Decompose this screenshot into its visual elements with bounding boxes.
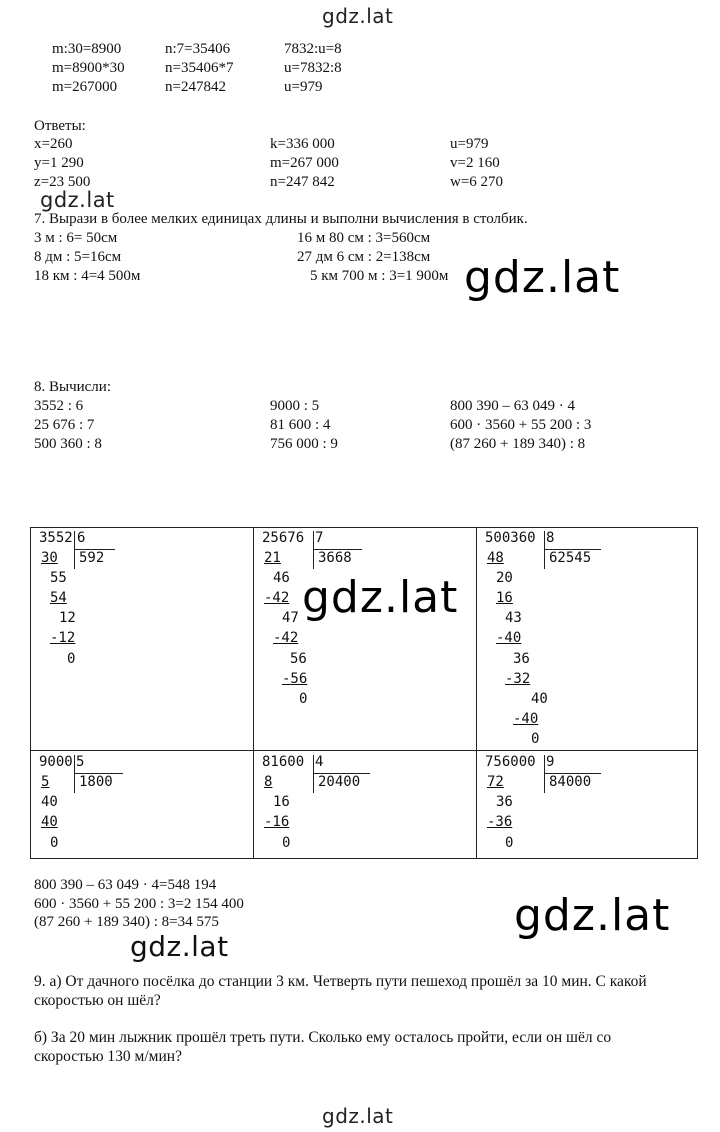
divisor: 4: [315, 754, 324, 770]
task8-r3-c3: (87 260 + 189 340) : 8: [450, 436, 586, 452]
eq-r1-c3: 7832:u=8: [284, 41, 342, 57]
task7-r2-c1: 8 дм : 5=16см: [34, 249, 122, 265]
answer-u: u=979: [450, 136, 489, 152]
divisor: 7: [315, 530, 324, 546]
step: 36: [513, 651, 530, 667]
answer-z: z=23 500: [34, 174, 91, 190]
task8-r3-c2: 756 000 : 9: [270, 436, 338, 452]
eq-r3-c2: n=247842: [165, 79, 226, 95]
step: 5: [41, 774, 50, 790]
dividend: 756000: [485, 754, 536, 770]
step: 46: [273, 570, 290, 586]
dividend: 500360: [485, 530, 536, 546]
answer-x: x=260: [34, 136, 73, 152]
quotient: 84000: [549, 774, 592, 790]
answers-title: Ответы:: [34, 118, 86, 134]
eq-r2-c3: u=7832:8: [284, 60, 342, 76]
grid-divider-v2: [476, 528, 477, 858]
watermark-bottom: gdz.lat: [322, 1104, 394, 1128]
task9-a: 9. а) От дачного посёлка до станции 3 км. Четверть пути пешеход прошёл за 10 мин. С какой: [34, 973, 647, 990]
task8-r2-c1: 25 676 : 7: [34, 417, 95, 433]
step: 55: [50, 570, 67, 586]
step: 40: [41, 814, 58, 830]
step: 43: [505, 610, 522, 626]
step: 72: [487, 774, 504, 790]
eq-r2-c1: m=8900*30: [52, 60, 125, 76]
step: 56: [290, 651, 307, 667]
step: 40: [531, 691, 548, 707]
division-bar: [544, 531, 545, 569]
task8-r2-c2: 81 600 : 4: [270, 417, 331, 433]
step: 8: [264, 774, 273, 790]
task9-b: б) За 20 мин лыжник прошёл треть пути. Сколько ему осталось пройти, если он шёл со: [34, 1029, 612, 1046]
step: 0: [67, 651, 76, 667]
step: 16: [496, 590, 513, 606]
result-2: 600 · 3560 + 55 200 : 3=2 154 400: [34, 896, 244, 912]
step: 12: [59, 610, 76, 626]
step: 0: [282, 835, 291, 851]
watermark-top: gdz.lat: [322, 4, 394, 28]
answer-y: y=1 290: [34, 155, 84, 171]
task7-r2-c2: 27 дм 6 см : 2=138см: [297, 249, 431, 265]
step: -40: [496, 630, 522, 646]
eq-r2-c2: n=35406*7: [165, 60, 234, 76]
quotient: 1800: [79, 774, 113, 790]
task8-r1-c1: 3552 : 6: [34, 398, 84, 414]
task7-r1-c2: 16 м 80 см : 3=560см: [297, 230, 431, 246]
answer-k: k=336 000: [270, 136, 335, 152]
dividend: 3552: [39, 530, 73, 546]
result-3: (87 260 + 189 340) : 8=34 575: [34, 914, 219, 930]
watermark-big2: gdz.lat: [302, 572, 459, 623]
division-bar: [544, 755, 545, 793]
watermark-big1: gdz.lat: [458, 252, 626, 303]
step: -32: [505, 671, 531, 687]
grid-divider-v1: [253, 528, 254, 858]
grid-divider-h: [31, 750, 697, 751]
task7-title: 7. Вырази в более мелких единицах длины и выполни вычисления в столбик.: [34, 211, 528, 227]
eq-r1-c2: n:7=35406: [165, 41, 231, 57]
task8-r1-c3: 800 390 – 63 049 · 4: [450, 398, 575, 414]
watermark-mid1: gdz.lat: [40, 188, 115, 212]
division-bar: [74, 755, 75, 793]
dividend: 81600: [262, 754, 305, 770]
step: 47: [282, 610, 299, 626]
task7-r3-c2: 5 км 700 м : 3=1 900м: [310, 268, 449, 284]
task8-r2-c3: 600 · 3560 + 55 200 : 3: [450, 417, 592, 433]
step: -42: [264, 590, 290, 606]
step: 0: [299, 691, 308, 707]
quotient: 20400: [318, 774, 361, 790]
step: 54: [50, 590, 67, 606]
step: -16: [264, 814, 290, 830]
eq-r3-c1: m=267000: [52, 79, 118, 95]
task7-r3-c1: 18 км : 4=4 500м: [34, 268, 141, 284]
division-bar: [313, 531, 314, 569]
step: 21: [264, 550, 281, 566]
quotient: 592: [79, 550, 105, 566]
step: 0: [531, 731, 540, 747]
division-bar: [74, 531, 75, 569]
answer-m: m=267 000: [270, 155, 339, 171]
step: 40: [41, 794, 58, 810]
task8-r1-c2: 9000 : 5: [270, 398, 320, 414]
divisor: 5: [76, 754, 85, 770]
result-1: 800 390 – 63 049 · 4=548 194: [34, 877, 217, 893]
quotient: 62545: [549, 550, 592, 566]
step: -42: [273, 630, 299, 646]
answer-n: n=247 842: [270, 174, 335, 190]
eq-r3-c3: u=979: [284, 79, 323, 95]
step: -36: [487, 814, 513, 830]
task8-title: 8. Вычисли:: [34, 379, 111, 395]
step: 0: [50, 835, 59, 851]
eq-r1-c1: m:30=8900: [52, 41, 122, 57]
watermark-mid2: gdz.lat: [130, 930, 229, 963]
step: 16: [273, 794, 290, 810]
step: -40: [513, 711, 539, 727]
step: 36: [496, 794, 513, 810]
answer-v: v=2 160: [450, 155, 500, 171]
task9-b-cont: скоростью 130 м/мин?: [34, 1048, 182, 1065]
quotient: 3668: [318, 550, 352, 566]
step: -56: [282, 671, 308, 687]
divisor: 8: [546, 530, 555, 546]
dividend: 25676: [262, 530, 305, 546]
answer-w: w=6 270: [450, 174, 504, 190]
step: 48: [487, 550, 504, 566]
divisor: 6: [77, 530, 86, 546]
task9-a-cont: скоростью он шёл?: [34, 992, 161, 1009]
task7-r1-c1: 3 м : 6= 50см: [34, 230, 118, 246]
division-bar: [313, 755, 314, 793]
divisor: 9: [546, 754, 555, 770]
step: -12: [50, 630, 76, 646]
step: 0: [505, 835, 514, 851]
task8-r3-c1: 500 360 : 8: [34, 436, 102, 452]
watermark-big3: gdz.lat: [508, 890, 676, 941]
step: 20: [496, 570, 513, 586]
step: 30: [41, 550, 58, 566]
dividend: 9000: [39, 754, 73, 770]
